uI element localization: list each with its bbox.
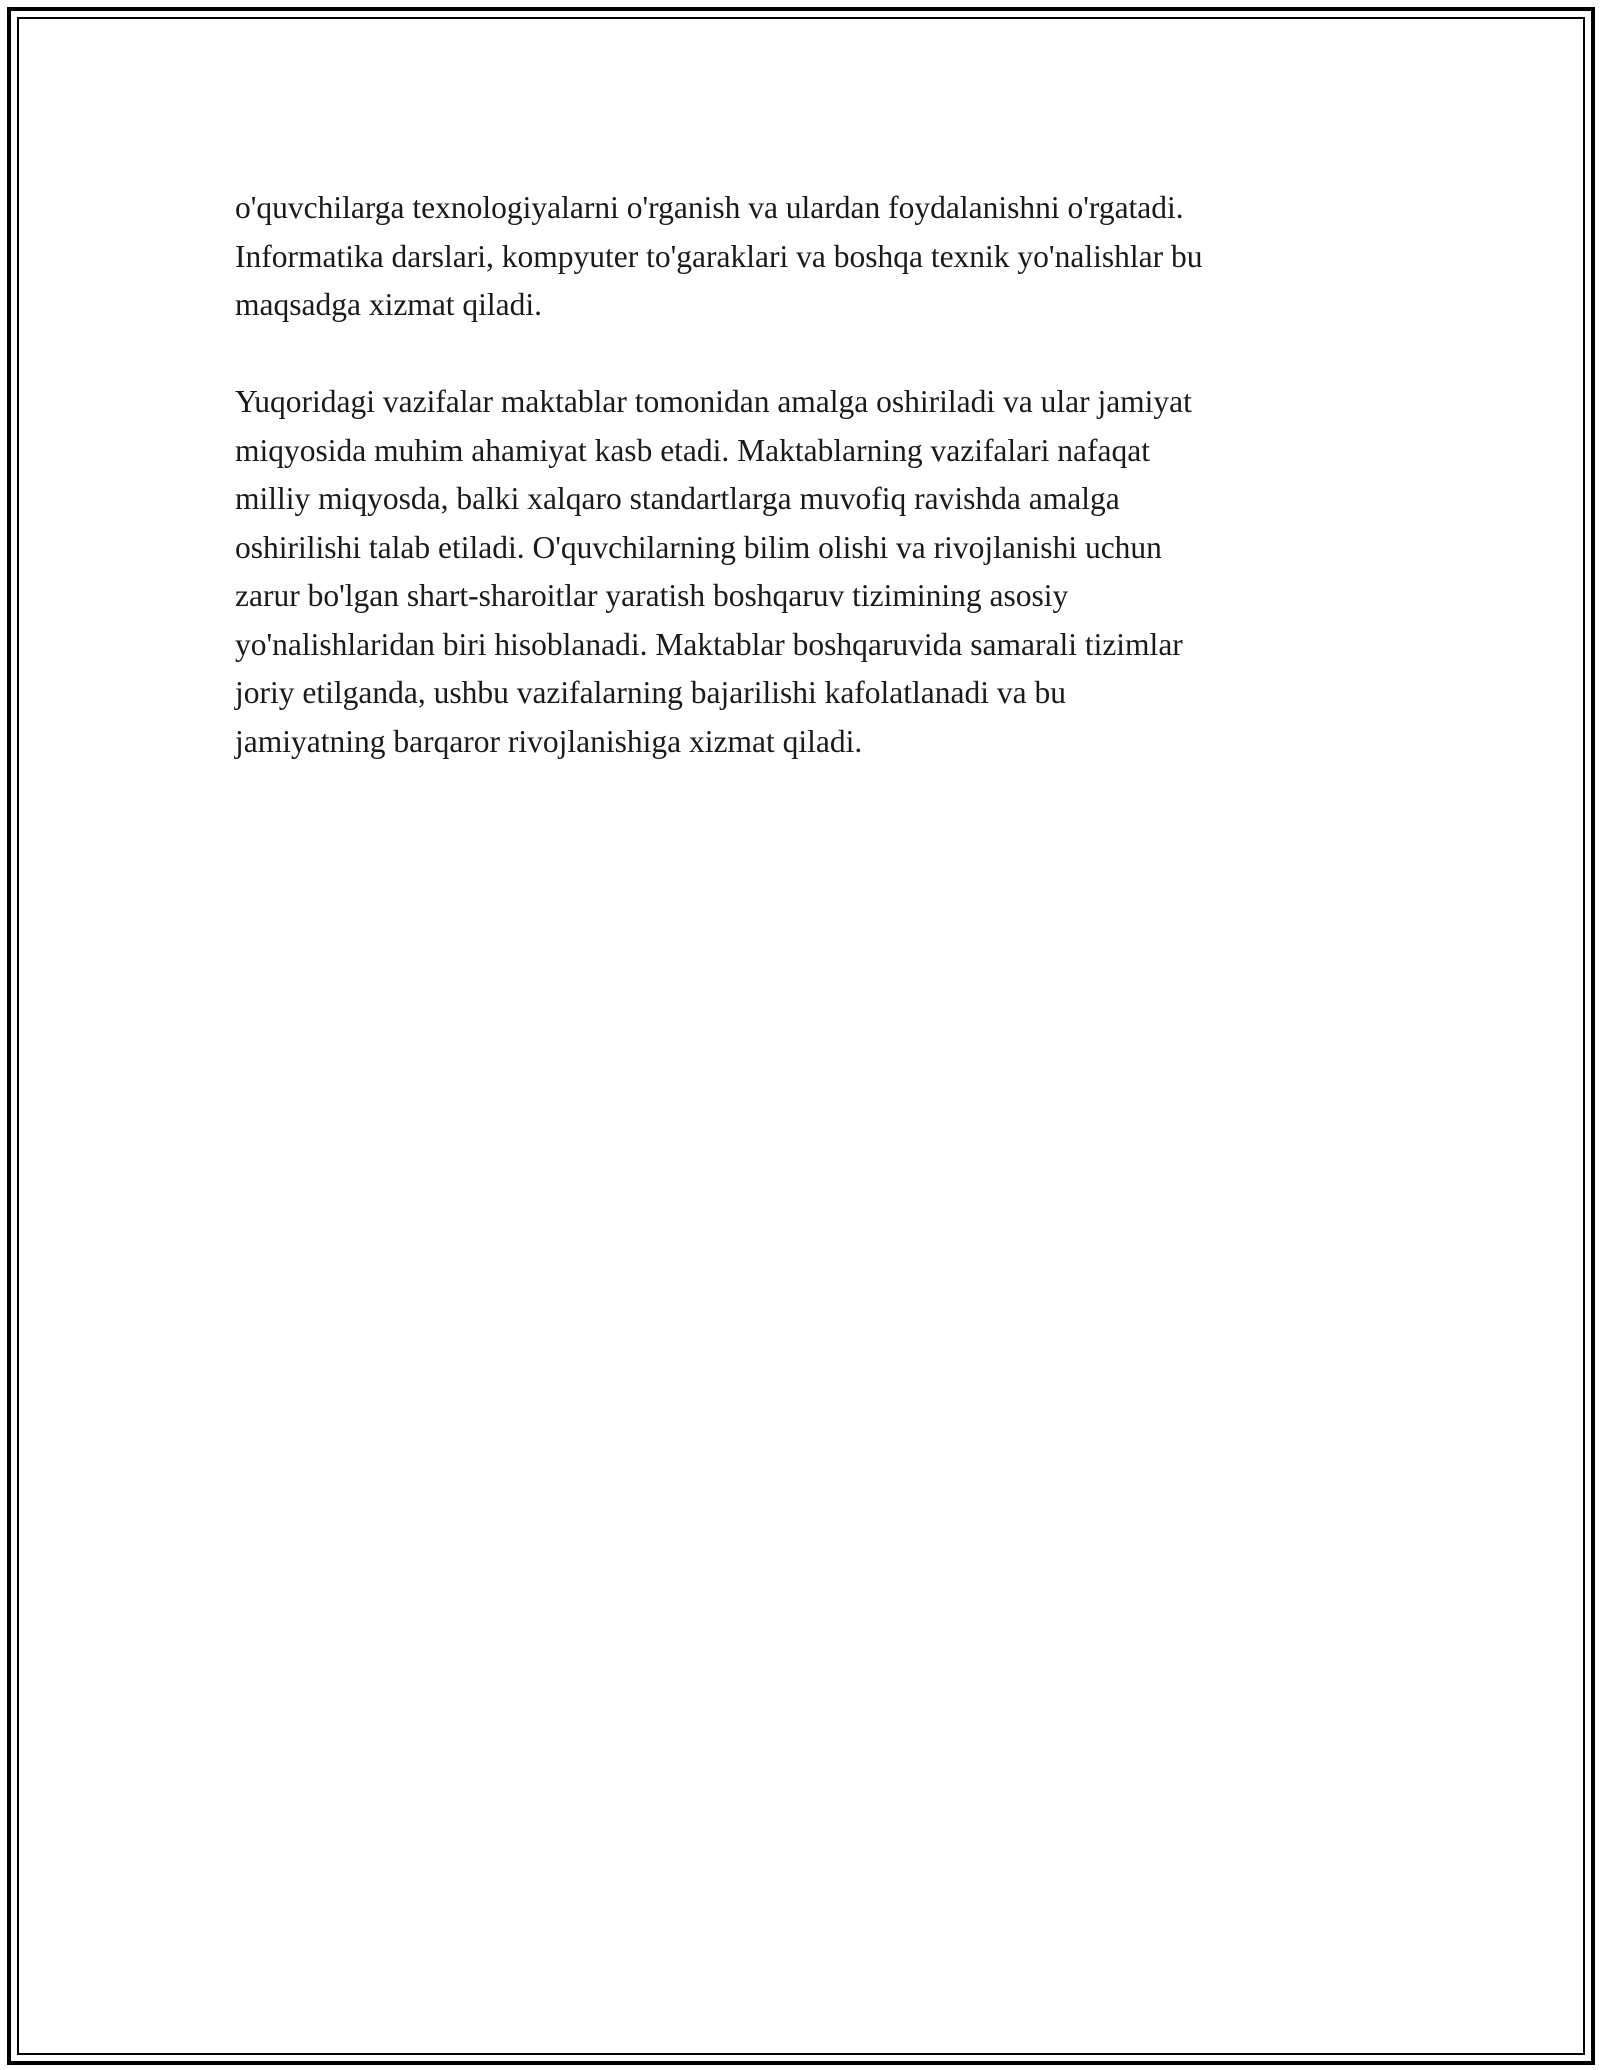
paragraph-1: o'quvchilarga texnologiyalarni o'rganish va ulardan foydalanishni o'rgatadi. Informatika darslari, kompyuter to'garaklari va boshqa texnik yo'nalishlar bu maqsadga xizmat qiladi. [235,190,1203,322]
paragraph-2: Yuqoridagi vazifalar maktablar tomonidan amalga oshiriladi va ular jamiyat miqyosida muhim ahamiyat kasb etadi. Maktablarning vazifalari nafaqat milliy miqyosda, balki xalqaro standartlarga muvofiq ravishda amalga oshirilishi talab etiladi. O'quvchilarning bilim olishi va rivojlanishi uchun zarur bo'lgan shart-sharoitlar yaratish boshqaruv tizimining asosiy yo'nalishlaridan biri hisoblanadi. Maktablar boshqaruvida samarali tizimlar joriy etilganda, ushbu vazifalarning bajarilishi kafolatlanadi va bu jamiyatning barqaror rivojlanishiga xizmat qiladi. [235,384,1192,759]
document-body [235,184,1375,815]
